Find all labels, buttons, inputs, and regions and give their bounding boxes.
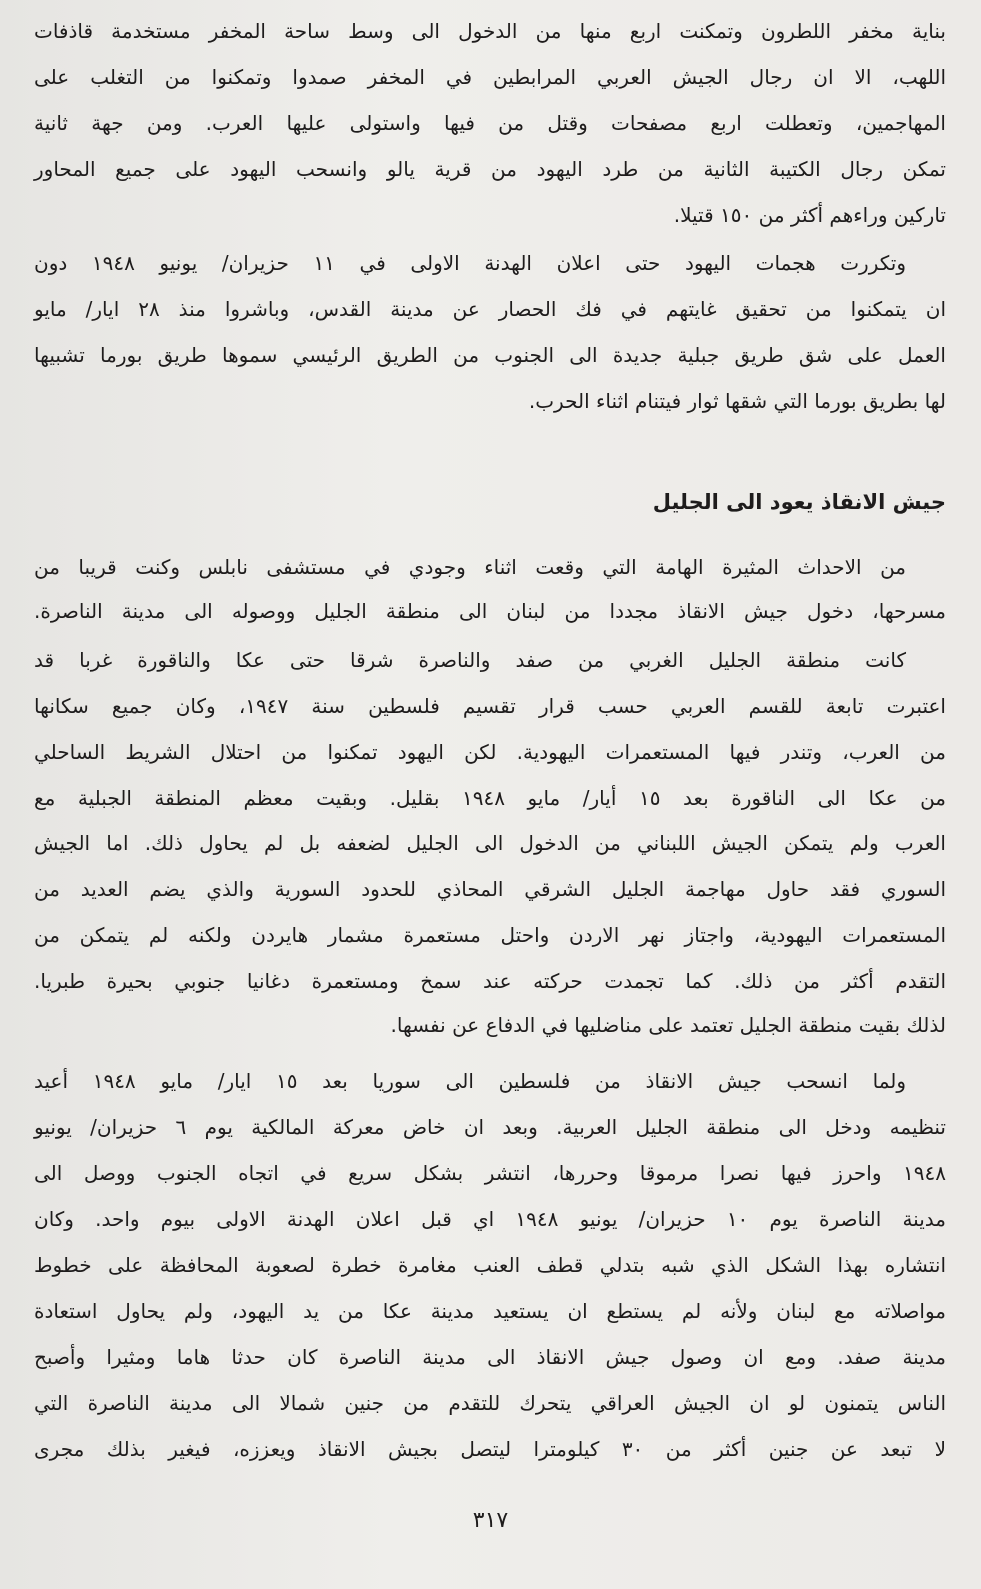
text-line: انتشاره بهذا الشكل الذي شبه بتدلي قطف العنب مغامرة خطرة لصعوبة المحافظة على خطوط bbox=[34, 1253, 946, 1277]
text-line: من الاحداث المثيرة الهامة التي وقعت اثناء وجودي في مستشفى نابلس وكنت قريبا من bbox=[34, 555, 906, 579]
text-line: من عكا الى الناقورة بعد ١٥ أيار/ مايو ١٩٤٨ بقليل. وبقيت معظم المنطقة الجبلية مع bbox=[34, 786, 947, 810]
text-line: لا تبعد عن جنين أكثر من ٣٠ كيلومترا ليتصل بجيش الانقاذ ويعززه، فيغير بذلك مجرى bbox=[34, 1437, 946, 1461]
section-heading: جيش الانقاذ يعود الى الجليل bbox=[652, 490, 946, 514]
text-line: الناس يتمنون لو ان الجيش العراقي يتحرك للتقدم من جنين شمالا الى مدينة الناصرة التي bbox=[34, 1391, 946, 1415]
text-line: كانت منطقة الجليل الغربي من صفد والناصرة شرقا حتى عكا والناقورة غربا قد bbox=[34, 648, 906, 672]
text-line: المهاجمين، وتعطلت اربع مصفحات وقتل من فيها واستولى عليها العرب. ومن جهة ثانية bbox=[34, 111, 946, 135]
text-line: ولما انسحب جيش الانقاذ من فلسطين الى سوريا بعد ١٥ ايار/ مايو ١٩٤٨ أعيد bbox=[34, 1069, 907, 1093]
text-line: مسرحها، دخول جيش الانقاذ مجددا من لبنان الى منطقة الجليل ووصوله الى مدينة الناصرة. bbox=[34, 599, 946, 623]
text-line: العرب ولم يتمكن الجيش اللبناني من الدخول الى الجليل لضعفه بل لم يحاول ذلك. اما الجيش bbox=[34, 831, 946, 855]
text-line: تنظيمه ودخل الى منطقة الجليل العربية. وبعد ان خاض معركة المالكية يوم ٦ حزيران/ يونيو bbox=[34, 1115, 947, 1139]
text-line: تمكن رجال الكتيبة الثانية من طرد اليهود من قرية يالو وانسحب اليهود على جميع المحاور bbox=[34, 157, 946, 181]
text-line: مدينة الناصرة يوم ١٠ حزيران/ يونيو ١٩٤٨ اي قبل اعلان الهدنة الاولى بيوم واحد. وكان bbox=[34, 1207, 946, 1231]
text-line: مدينة صفد. ومع ان وصول جيش الانقاذ الى مدينة الناصرة كان حدثا هاما ومثيرا وأصبح bbox=[34, 1345, 946, 1369]
page-number: ٣١٧ bbox=[472, 1508, 509, 1533]
text-line: ١٩٤٨ واحرز فيها نصرا مرموقا وحررها، انتشر بشكل سريع في اتجاه الجنوب ووصل الى bbox=[34, 1161, 946, 1185]
text-line: من العرب، وتندر فيها المستعمرات اليهودية. لكن اليهود تمكنوا من احتلال الشريط الساحلي bbox=[34, 740, 946, 764]
text-line: وتكررت هجمات اليهود حتى اعلان الهدنة الاولى في ١١ حزيران/ يونيو ١٩٤٨ دون bbox=[34, 251, 907, 275]
text-line: المستعمرات اليهودية، واجتاز نهر الاردن واحتل مستعمرة مشمار هايردن ولكنه لم يتمكن من bbox=[34, 923, 946, 947]
text-line: تاركين وراءهم أكثر من ١٥٠ قتيلا. bbox=[673, 203, 946, 227]
text-line: مواصلاته مع لبنان ولأنه لم يستطع ان يستعيد مدينة عكا من يد اليهود، ولم يحاول استعادة bbox=[34, 1299, 946, 1323]
text-line: لذلك بقيت منطقة الجليل تعتمد على مناضليها في الدفاع عن نفسها. bbox=[390, 1013, 946, 1037]
text-line: بناية مخفر اللطرون وتمكنت اربع منها من الدخول الى وسط ساحة المخفر مستخدمة قاذفات bbox=[34, 19, 946, 43]
text-line: اللهب، الا ان رجال الجيش العربي المرابطين في المخفر صمدوا وتمكنوا من التغلب على bbox=[34, 65, 946, 89]
text-line: التقدم أكثر من ذلك. كما تجمدت حركته عند سمخ ومستعمرة دغانيا جنوبي بحيرة طبريا. bbox=[34, 969, 946, 993]
text-line: السوري فقد حاول مهاجمة الجليل الشرقي المحاذي للحدود السورية والذي يضم العديد من bbox=[34, 877, 946, 901]
text-line: العمل على شق طريق جبلية جديدة الى الجنوب من الطريق الرئيسي سموها طريق بورما تشبيها bbox=[34, 343, 946, 367]
text-line: ان يتمكنوا من تحقيق غايتهم في فك الحصار عن مدينة القدس، وباشروا منذ ٢٨ ايار/ مايو bbox=[34, 297, 946, 321]
text-line: اعتبرت تابعة للقسم العربي حسب قرار تقسيم فلسطين سنة ١٩٤٧، وكان جميع سكانها bbox=[34, 694, 946, 718]
text-line: لها بطريق بورما التي شقها ثوار فيتنام اثناء الحرب. bbox=[528, 389, 946, 413]
